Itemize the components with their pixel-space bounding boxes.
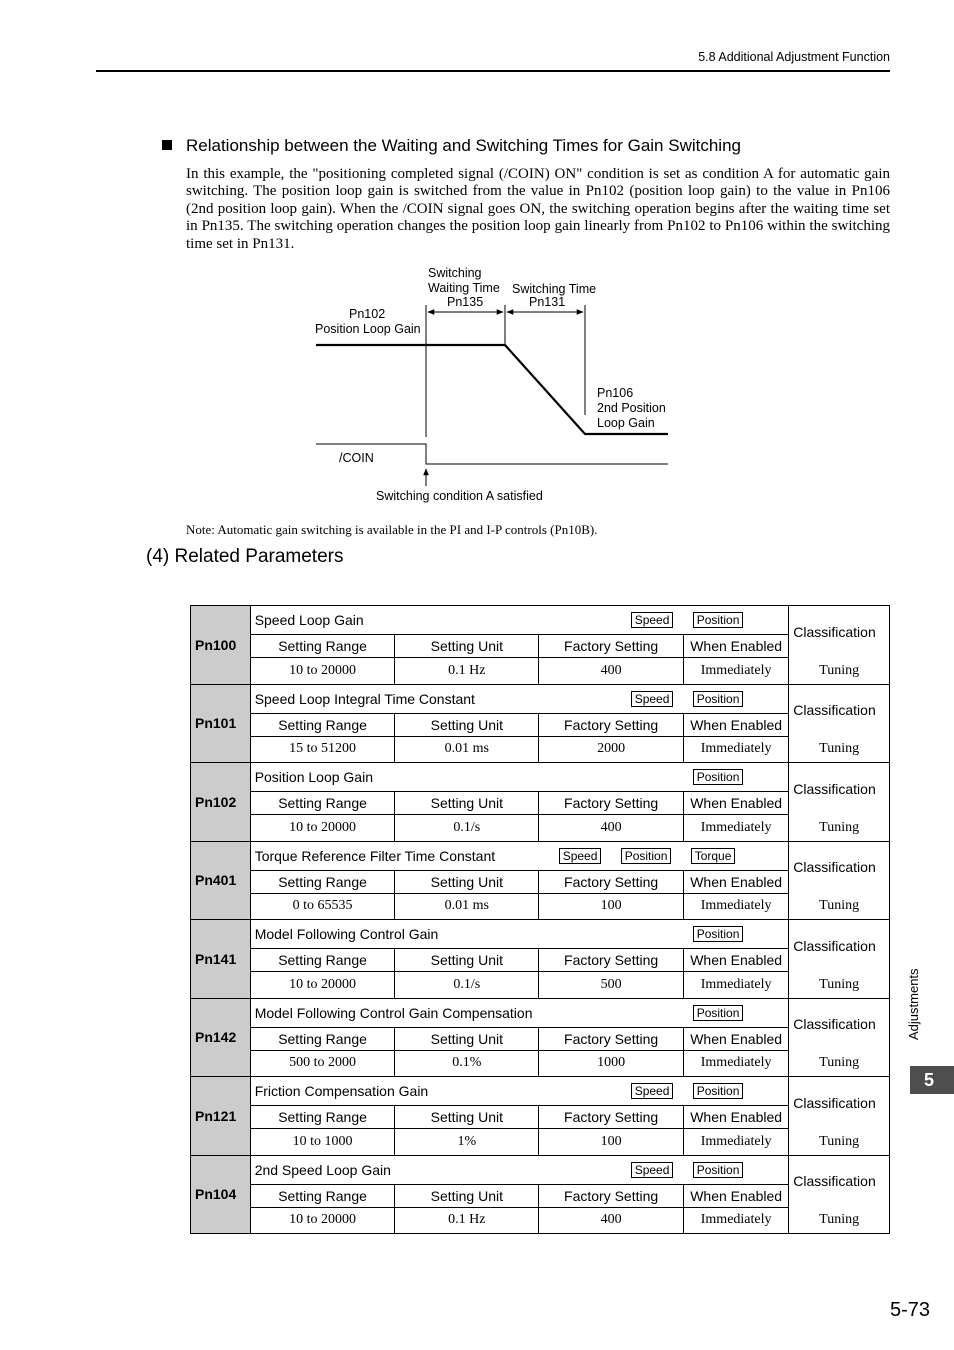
setting-unit-value: 0.1/s [395, 972, 539, 999]
factory-setting-header: Factory Setting [539, 949, 684, 972]
when-enabled-header: When Enabled [684, 1184, 789, 1207]
classification-header: Classification [789, 841, 890, 893]
control-mode-tag: Position [693, 1083, 744, 1099]
param-name: Friction Compensation Gain [254, 1083, 429, 1099]
pn106-label-1: Pn106 [597, 386, 634, 400]
classification-header: Classification [789, 998, 890, 1050]
classification-value: Tuning [789, 1207, 890, 1234]
setting-range-value: 15 to 51200 [250, 736, 395, 763]
when-enabled-value: Immediately [684, 972, 789, 999]
related-parameters-table [190, 605, 890, 1234]
waiting-label-3: Pn135 [447, 295, 484, 309]
factory-setting-value: 400 [539, 1207, 684, 1234]
pn106-label-2: 2nd Position [597, 401, 666, 415]
chapter-tab: 5 [910, 1066, 954, 1094]
control-mode-tag: Position [693, 612, 744, 628]
section-heading-text: Relationship between the Waiting and Switching Times for Gain Switching [186, 136, 741, 155]
when-enabled-value: Immediately [684, 1129, 789, 1156]
setting-unit-header: Setting Unit [395, 1027, 539, 1050]
header-title: 5.8 Additional Adjustment Function [698, 50, 890, 64]
setting-range-header: Setting Range [250, 635, 395, 658]
setting-unit-header: Setting Unit [395, 1184, 539, 1207]
setting-range-value: 0 to 65535 [250, 893, 395, 920]
control-mode-tag: Speed [559, 848, 602, 864]
factory-setting-value: 500 [539, 972, 684, 999]
intro-paragraph: In this example, the "positioning completed signal (/COIN) ON" condition is set as condition A for automatic gain switching. The position loop gain is switched from the value in Pn102 (position loop gain) to the value in Pn106 (2nd position loop gain). When the /COIN signal goes ON, the switching operation begins after the waiting time set in Pn135. The switching operation changes the position loop gain linearly from Pn102 to Pn106 within the switching time set in Pn131. [186, 166, 890, 252]
gain-switching-diagram [300, 260, 680, 510]
classification-header: Classification [789, 684, 890, 736]
param-code: Pn401 [191, 841, 251, 920]
classification-value: Tuning [789, 1050, 890, 1077]
control-mode-tag: Speed [631, 1083, 674, 1099]
control-mode-tag: Speed [631, 691, 674, 707]
setting-range-header: Setting Range [250, 1027, 395, 1050]
pn102-label-1: Pn102 [349, 307, 386, 321]
factory-setting-value: 400 [539, 815, 684, 842]
control-mode-tag: Position [693, 926, 744, 942]
param-code: Pn100 [191, 606, 251, 685]
setting-range-header: Setting Range [250, 1184, 395, 1207]
setting-unit-header: Setting Unit [395, 1106, 539, 1129]
setting-range-value: 10 to 20000 [250, 1207, 395, 1234]
param-name-cell [250, 920, 789, 949]
control-mode-tag: Position [693, 691, 744, 707]
param-code: Pn104 [191, 1155, 251, 1234]
note-text: Note: Automatic gain switching is available in the PI and I-P controls (Pn10B). [186, 522, 598, 537]
when-enabled-value: Immediately [684, 815, 789, 842]
setting-range-value: 10 to 20000 [250, 972, 395, 999]
setting-range-value: 10 to 1000 [250, 1129, 395, 1156]
param-code: Pn102 [191, 763, 251, 842]
setting-unit-value: 1% [395, 1129, 539, 1156]
when-enabled-value: Immediately [684, 893, 789, 920]
control-mode-tag: Speed [631, 612, 674, 628]
control-mode-tag: Torque [691, 848, 736, 864]
param-name: Model Following Control Gain Compensation [254, 1004, 533, 1021]
classification-value: Tuning [789, 972, 890, 999]
setting-unit-header: Setting Unit [395, 713, 539, 736]
when-enabled-header: When Enabled [684, 635, 789, 658]
coin-label: /COIN [339, 451, 374, 465]
param-code: Pn141 [191, 920, 251, 999]
setting-range-header: Setting Range [250, 870, 395, 893]
classification-value: Tuning [789, 658, 890, 685]
when-enabled-value: Immediately [684, 736, 789, 763]
related-parameters-heading: (4) Related Parameters [146, 546, 344, 567]
param-name: Model Following Control Gain [254, 926, 439, 942]
when-enabled-value: Immediately [684, 658, 789, 685]
when-enabled-value: Immediately [684, 1050, 789, 1077]
when-enabled-header: When Enabled [684, 1027, 789, 1050]
control-mode-tag: Position [693, 1162, 744, 1178]
param-code: Pn101 [191, 684, 251, 763]
setting-unit-value: 0.1% [395, 1050, 539, 1077]
classification-header: Classification [789, 1155, 890, 1207]
setting-unit-header: Setting Unit [395, 949, 539, 972]
param-name-cell [250, 998, 789, 1027]
factory-setting-header: Factory Setting [539, 870, 684, 893]
factory-setting-value: 400 [539, 658, 684, 685]
control-mode-tag: Position [621, 848, 672, 864]
param-name: Speed Loop Gain [254, 612, 364, 628]
param-code: Pn142 [191, 998, 251, 1077]
setting-range-value: 10 to 20000 [250, 815, 395, 842]
condition-label: Switching condition A satisfied [376, 489, 543, 503]
control-mode-tag: Position [693, 769, 744, 785]
factory-setting-header: Factory Setting [539, 792, 684, 815]
factory-setting-value: 100 [539, 1129, 684, 1156]
factory-setting-header: Factory Setting [539, 713, 684, 736]
square-bullet-icon [162, 140, 172, 150]
control-mode-tag: Speed [631, 1162, 674, 1178]
param-name: 2nd Speed Loop Gain [254, 1161, 391, 1178]
setting-unit-value: 0.1 Hz [395, 658, 539, 685]
setting-range-header: Setting Range [250, 1106, 395, 1129]
page-number: 5-73 [889, 1299, 930, 1321]
setting-unit-value: 0.01 ms [395, 736, 539, 763]
pn106-label-3: Loop Gain [597, 416, 655, 430]
setting-range-header: Setting Range [250, 713, 395, 736]
param-name-cell [250, 841, 789, 870]
when-enabled-header: When Enabled [684, 870, 789, 893]
factory-setting-value: 1000 [539, 1050, 684, 1077]
param-code: Pn121 [191, 1077, 251, 1156]
setting-range-header: Setting Range [250, 792, 395, 815]
header-rule [96, 70, 890, 72]
pn102-label-2: Position Loop Gain [315, 322, 421, 336]
classification-header: Classification [789, 606, 890, 658]
param-name-cell [250, 684, 789, 713]
param-name: Speed Loop Integral Time Constant [254, 690, 475, 707]
factory-setting-header: Factory Setting [539, 1027, 684, 1050]
when-enabled-header: When Enabled [684, 713, 789, 736]
classification-header: Classification [789, 763, 890, 815]
classification-value: Tuning [789, 1129, 890, 1156]
setting-unit-header: Setting Unit [395, 870, 539, 893]
waiting-label-1: Switching [428, 266, 482, 280]
classification-header: Classification [789, 1077, 890, 1129]
when-enabled-value: Immediately [684, 1207, 789, 1234]
setting-range-header: Setting Range [250, 949, 395, 972]
when-enabled-header: When Enabled [684, 792, 789, 815]
control-mode-tag: Position [693, 1005, 744, 1021]
setting-unit-value: 0.1/s [395, 815, 539, 842]
factory-setting-value: 2000 [539, 736, 684, 763]
when-enabled-header: When Enabled [684, 1106, 789, 1129]
classification-value: Tuning [789, 736, 890, 763]
switching-label-1: Switching Time [512, 282, 597, 296]
section-heading [162, 136, 741, 156]
param-name-cell [250, 1077, 789, 1106]
when-enabled-header: When Enabled [684, 949, 789, 972]
setting-range-value: 10 to 20000 [250, 658, 395, 685]
param-name: Position Loop Gain [254, 769, 373, 785]
switching-label-2: Pn131 [529, 295, 566, 309]
param-name-cell [250, 606, 789, 635]
classification-value: Tuning [789, 893, 890, 920]
setting-unit-header: Setting Unit [395, 635, 539, 658]
param-name: Torque Reference Filter Time Constant [254, 847, 496, 864]
sidebar-label: Adjustments [906, 968, 921, 1040]
factory-setting-header: Factory Setting [539, 635, 684, 658]
param-name-cell [250, 763, 789, 792]
classification-header: Classification [789, 920, 890, 972]
setting-range-value: 500 to 2000 [250, 1050, 395, 1077]
param-name-cell [250, 1155, 789, 1184]
setting-unit-header: Setting Unit [395, 792, 539, 815]
factory-setting-header: Factory Setting [539, 1106, 684, 1129]
classification-value: Tuning [789, 815, 890, 842]
waiting-label-2: Waiting Time [428, 281, 500, 295]
factory-setting-value: 100 [539, 893, 684, 920]
factory-setting-header: Factory Setting [539, 1184, 684, 1207]
setting-unit-value: 0.01 ms [395, 893, 539, 920]
setting-unit-value: 0.1 Hz [395, 1207, 539, 1234]
